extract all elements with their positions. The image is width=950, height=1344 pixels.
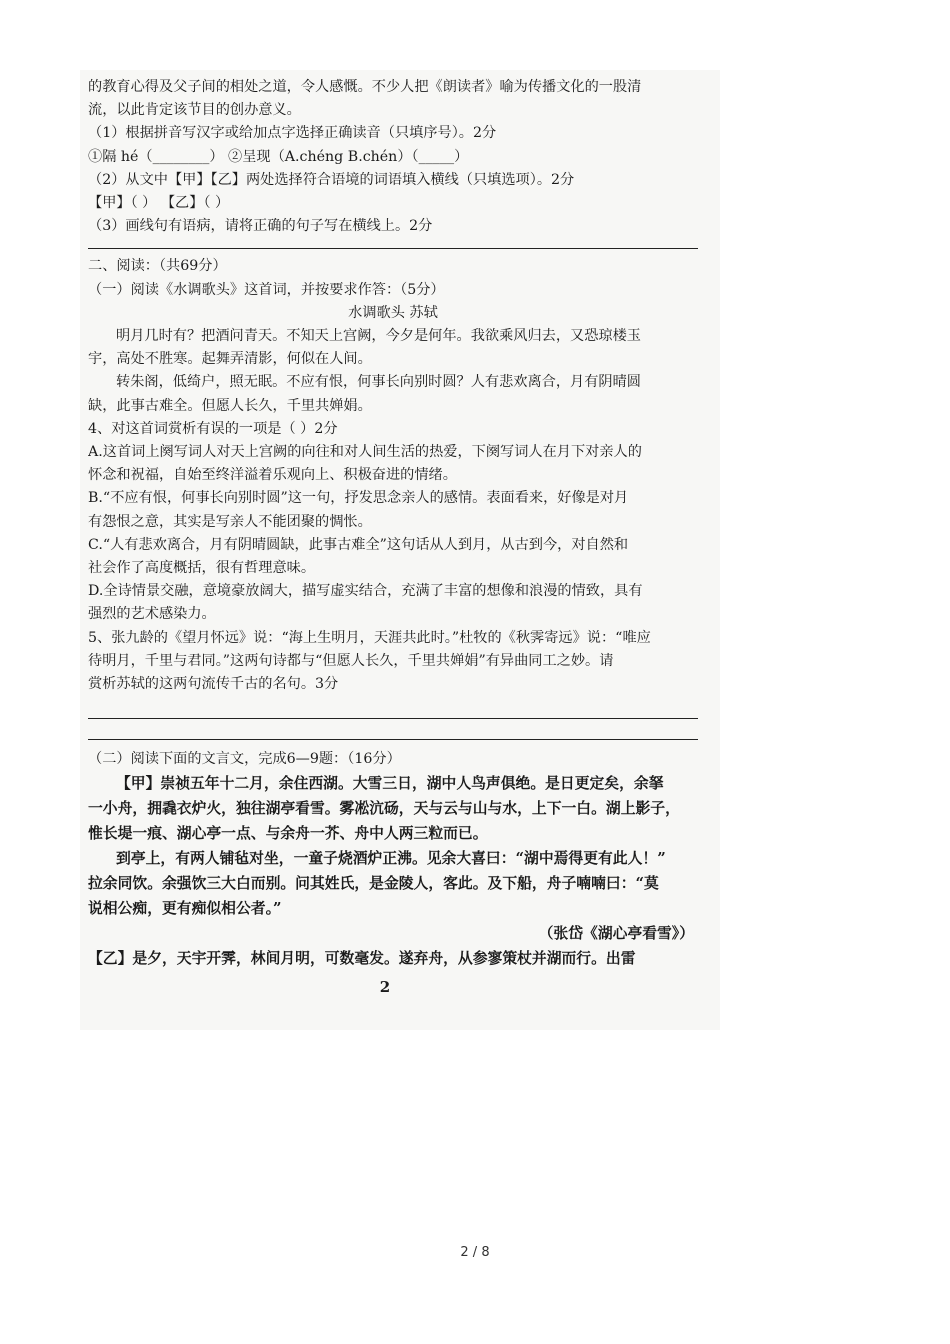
passage-line: 一小舟，拥毳衣炉火，独往湖亭看雪。雾凇沆砀，天与云与山与水，上下一白。湖上影子， — [88, 800, 680, 818]
poem-line: 宇，高处不胜寒。起舞弄清影，何似在人间。 — [88, 351, 372, 368]
question-5-line: 待明月，千里与君同。”这两句诗都与“但愿人长久，千里共婵娟”有异曲同工之妙。请 — [88, 652, 614, 669]
intro-line-1: 的教育心得及父子间的相处之道，令人感慨。不少人把《朗读者》喻为传播文化的一股清 — [88, 79, 642, 95]
question-1-items: ①隔 hé（________） ②呈现（A.chéng B.chén）（_____） — [88, 148, 469, 165]
question-4-option: 有怨恨之意，其实是写亲人不能团聚的惆怅。 — [88, 513, 372, 530]
passage-yi-line: 【乙】是夕，天宇开霁，林间月明，可数毫发。遂弃舟，从参寥策杖并湖而行。出雷 — [88, 950, 636, 968]
poem-line: 缺，此事古难全。但愿人长久，千里共婵娟。 — [88, 397, 372, 414]
part-2-heading: （二）阅读下面的文言文，完成6—9题：（16分） — [88, 751, 401, 768]
question-3-prompt: （3）画线句有语病，请将正确的句子写在横线上。2分 — [88, 218, 433, 235]
section-2-heading: 二、阅读：（共69分） — [88, 258, 227, 275]
answer-line — [88, 739, 698, 740]
answer-line — [88, 718, 698, 719]
intro-line-2: 流，以此肯定该节目的创办意义。 — [88, 102, 301, 119]
question-4-prompt: 4、对这首词赏析有误的一项是（ ）2分 — [88, 420, 338, 437]
question-1-prompt: （1）根据拼音写汉字或给加点字选择正确读音（只填序号）。2分 — [88, 125, 497, 142]
passage-line: 到亭上，有两人铺毡对坐，一童子烧酒炉正沸。见余大喜曰：“湖中焉得更有此人！” — [116, 850, 666, 868]
question-4-option: 强烈的艺术感染力。 — [88, 606, 216, 623]
question-2-blanks: 【甲】（ ） 【乙】（ ） — [88, 195, 230, 212]
passage-line: 【甲】崇祯五年十二月，余住西湖。大雪三日，湖中人鸟声俱绝。是日更定矣，余拏 — [116, 775, 664, 793]
page-number: 2 — [379, 978, 391, 996]
question-5-line: 赏析苏轼的这两句流传千古的名句。3分 — [88, 676, 339, 693]
question-2-prompt: （2）从文中【甲】【乙】两处选择符合语境的词语填入横线（只填选项）。2分 — [88, 171, 575, 188]
question-4-option: A.这首词上阕写词人对天上宫阙的向往和对人间生活的热爱，下阕写词人在月下对亲人的 — [88, 444, 642, 461]
passage-source: （张岱《湖心亭看雪》） — [538, 925, 694, 943]
question-4-option: 怀念和祝福，自始至终洋溢着乐观向上、积极奋进的情绪。 — [88, 467, 457, 484]
exam-content — [88, 76, 698, 971]
passage-line: 拉余同饮。余强饮三大白而别。问其姓氏，是金陵人，客此。及下船，舟子喃喃曰：“莫 — [88, 875, 659, 893]
page-footer: 2 / 8 — [460, 1245, 490, 1260]
poem-line: 明月几时有？把酒问青天。不知天上宫阙，今夕是何年。我欲乘风归去，又恐琼楼玉 — [116, 328, 641, 345]
question-4-option: 社会作了高度概括，很有哲理意味。 — [88, 560, 316, 577]
passage-line: 惟长堤一痕、湖心亭一点、与余舟一芥、舟中人两三粒而已。 — [88, 825, 488, 843]
poem-line: 转朱阁，低绮户，照无眠。不应有恨，何事长向别时圆？人有悲欢离合，月有阴晴圆 — [116, 374, 641, 391]
question-4-option: C.“人有悲欢离合，月有阴晴圆缺，此事古难全”这句话从人到月，从古到今，对自然和 — [88, 536, 629, 553]
question-4-option: B.“不应有恨，何事长向别时圆”这一句，抒发思念亲人的感情。表面看来，好像是对月 — [88, 490, 629, 507]
answer-line — [88, 248, 698, 249]
poem-title: 水调歌头 苏轼 — [348, 304, 438, 321]
passage-line: 说相公痴，更有痴似相公者。” — [88, 900, 282, 918]
passage-jia — [88, 771, 698, 971]
part-1-heading: （一）阅读《水调歌头》这首词，并按要求作答：（5分） — [88, 281, 445, 298]
question-4-option: D.全诗情景交融，意境豪放阔大，描写虚实结合，充满了丰富的想像和浪漫的情致，具有 — [88, 583, 643, 600]
question-5-line: 5、张九龄的《望月怀远》说：“海上生明月，天涯共此时。”杜牧的《秋霁寄远》说：“唯应 — [88, 629, 651, 646]
